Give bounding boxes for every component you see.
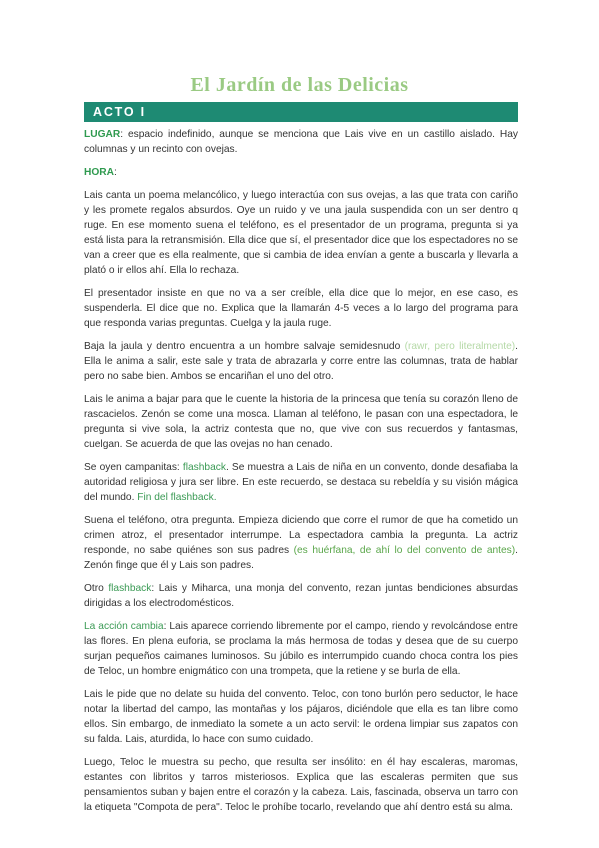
paragraph-text: . Se muestra a Lais de niña en un convento, donde desafiaba la autoridad religiosa y jura ser libre. En este recuerdo, se destaca su rebeldía y su visión mágica del mundo. <box>84 462 518 503</box>
scene-change-marker: La acción cambia <box>84 621 164 632</box>
paragraph-text: Baja la jaula y dentro encuentra a un hombre salvaje semidesnudo <box>84 341 405 352</box>
hora-label: HORA <box>84 167 114 178</box>
body-paragraph <box>84 460 518 505</box>
paragraph-text: Otro <box>84 583 109 594</box>
document-title: El Jardín de las Delicias <box>190 74 409 96</box>
body-paragraph: Lais le anima a bajar para que le cuente la historia de la princesa que tenía su corazón lleno de rascacielos. Zenón se come una mosca. Llaman al teléfono, le pasan con una espectadora, le pregunta si vive sola, la actriz contesta que no, que vive con sus recuerdos y fantasmas, cuelgan. Se acuerda de que las ovejas no han cenado. <box>84 394 518 450</box>
body-paragraph <box>84 339 518 384</box>
stage-note: (rawr, pero literalmente) <box>404 341 516 352</box>
body-paragraph: Lais le pide que no delate su huida del convento. Teloc, con tono burlón pero seductor, le hace notar la libertad del campo, las montañas y los pájaros, diciéndole que ella es tan libre como ellos. Sin embargo, de inmediato la somete a un acto servil: le ordena limpiar sus zapatos con su falda. Lais, aturdida, lo hace con sumo cuidado. <box>84 689 518 745</box>
body-paragraph: Luego, Teloc le muestra su pecho, que resulta ser insólito: en él hay escaleras, maromas, estantes con libritos y tarros misteriosos. Explica que las escaleras permiten que sus pensamientos suban y bajen entre el corazón y la cabeza. Lais, fascinada, observa un tarro con la etiqueta "Compota de pera". Teloc le prohíbe tocarlo, revelando que ahí dentro está su alma. <box>84 757 518 813</box>
paragraph-text: : Lais aparece corriendo libremente por el campo, riendo y revolcándose entre las flores. En plena euforia, se proclama la más hermosa de todas y desea que de su cuerpo surjan pequeños caimanes luminosos. Su júbilo es interrumpido cuando choca contra los pies de Teloc, un hombre enigmático con una trompeta, que la retiene y se burla de ella. <box>84 621 518 677</box>
hora-text: : <box>114 167 117 178</box>
flashback-marker: flashback <box>108 583 152 594</box>
flashback-marker: flashback <box>182 462 226 473</box>
flashback-end-marker: Fin del flashback. <box>137 492 217 503</box>
act-heading: ACTO I <box>93 105 146 119</box>
paragraph-text: Suena el teléfono, otra pregunta. Empieza diciendo que corre el rumor de que ha cometido un crimen atroz, el presentador interrumpe. La espectadora cambia la pregunta. La actriz responde, no sabe quiénes son sus padres <box>84 515 518 556</box>
body-paragraph: Lais canta un poema melancólico, y luego interactúa con sus ovejas, a las que trata con cariño y les promete regalos absurdos. Oye un ruido y ve una jaula suspendida con un ser dentro q ruge. En ese momento suena el teléfono, es el presentador de un programa, pregunta si ya está lista para la retransmisión. Ella dice que sí, el presentador dice que los espectadores no se van a creer que es ella realmente, que si cambia de idea envían a gente a buscarla y llevarla a plató o ir ellos ahí. Ella lo rechaza. <box>84 190 518 276</box>
body-paragraph <box>84 513 518 573</box>
paragraph-text: . Ella le anima a salir, este sale y trata de abrazarla y corre entre las columnas, trata de hablar pero no sabe bien. Ambos se encariñan el uno del otro. <box>84 341 518 382</box>
body-paragraph <box>84 619 518 679</box>
hora-paragraph <box>84 165 518 180</box>
body-paragraph: El presentador insiste en que no va a ser creíble, ella dice que lo mejor, en ese caso, es suspenderla. El dice que no. Explica que la llamarán 4-5 veces a lo largo del programa para que responda varias preguntas. Cuelga y la jaula ruge. <box>84 288 518 329</box>
stage-note: (es huérfana, de ahí lo del convento de antes) <box>293 545 516 556</box>
lugar-label: LUGAR <box>84 129 121 140</box>
paragraph-text: . Zenón finge que él y Lais son padres. <box>84 545 518 571</box>
lugar-text: : espacio indefinido, aunque se menciona que Lais vive en un castillo aislado. Hay columnas y un recinto con ovejas. <box>84 129 518 155</box>
paragraph-text: : Lais y Miharca, una monja del convento, rezan juntas bendiciones absurdas dirigidas a los electrodomésticos. <box>84 583 518 609</box>
paragraph-text: Se oyen campanitas: <box>84 462 183 473</box>
document-body <box>84 127 518 823</box>
lugar-paragraph <box>84 127 518 157</box>
act-heading-bar <box>84 102 518 122</box>
body-paragraph <box>84 581 518 611</box>
